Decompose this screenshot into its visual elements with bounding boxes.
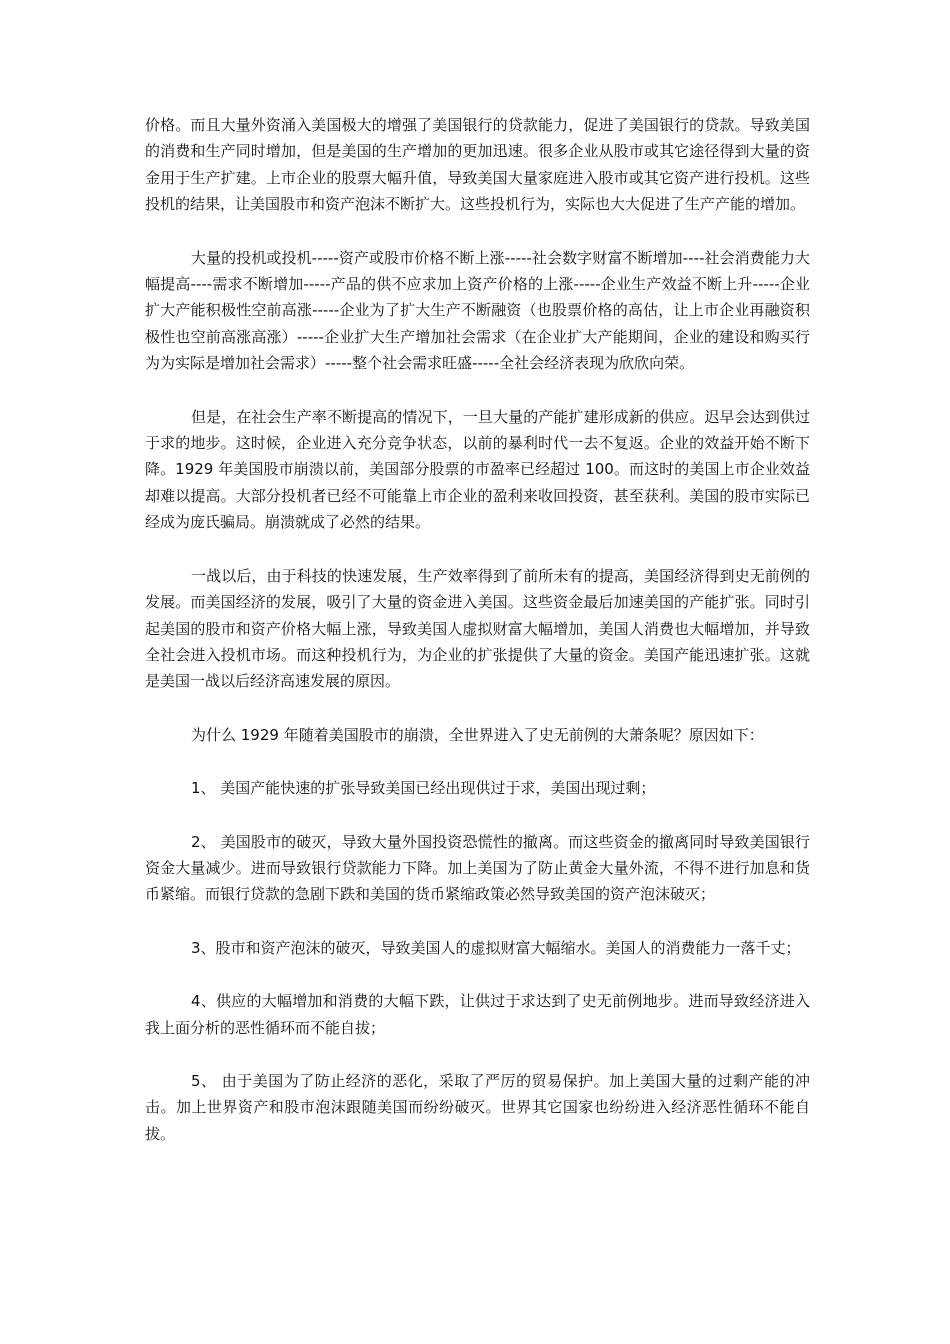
paragraph-speculation-chain: 大量的投机或投机-----资产或股市价格不断上涨-----社会数字财富不断增加----社会消费能力大幅提高----需求不断增加-----产品的供不应求加上资产价格的上涨-----企业生产效益不断上升-----企业扩大产能积极性空前高涨-----企业为了扩大生产不断融资（也股票价格的高估，让上市企业再融资积极性也空前高涨高涨）-----企业扩大生产增加社会需求（在企业扩大产能期间，企业的建设和购买行为为实际是增加社会需求）-----整个社会需求旺盛-----全社会经济表现为欣欣向荣。 [145,248,810,373]
list-item-3: 3、股市和资产泡沫的破灭，导致美国人的虚拟财富大幅缩水。美国人的消费能力一落千丈； [191,938,801,957]
paragraph-postwar-growth: 一战以后，由于科技的快速发展，生产效率得到了前所未有的提高，美国经济得到史无前例的发展。而美国经济的发展，吸引了大量的资金进入美国。这些资金最后加速美国的产能扩张。同时引起美国的股市和资产价格大幅上涨，导致美国人虚拟财富大幅增加，美国人消费也大幅增加，并导致全社会进入投机市场。而这种投机行为，为企业的扩张提供了大量的资金。美国产能迅速扩张。这就是美国一战以后经济高速发展的原因。 [145,566,810,691]
document-page [145,112,810,1174]
list-item-1: 1、 美国产能快速的扩张导致美国已经出现供过于求，美国出现过剩； [191,779,656,798]
paragraph-depression-question: 为什么 1929 年随着美国股市的崩溃，全世界进入了史无前例的大萧条呢？原因如下： [191,725,764,744]
list-item-4: 4、供应的大幅增加和消费的大幅下跌，让供过于求达到了史无前例地步。进而导致经济进入我上面分析的恶性循环而不能自拔； [145,992,810,1037]
paragraph-oversupply-crash: 但是，在社会生产率不断提高的情况下，一旦大量的产能扩建形成新的供应。迟早会达到供过于求的地步。这时候，企业进入充分竞争状态，以前的暴利时代一去不复返。企业的效益开始不断下降。1929 年美国股市崩溃以前，美国部分股票的市盈率已经超过 100。而这时的美国上市企业效益却难以提高。大部分投机者已经不可能靠上市企业的盈利来收回投资，甚至获利。美国的股市实际已经成为庞氏骗局。崩溃就成了必然的结果。 [145,407,810,532]
paragraph-foreign-capital: 价格。而且大量外资涌入美国极大的增强了美国银行的贷款能力，促进了美国银行的贷款。导致美国的消费和生产同时增加，但是美国的生产增加的更加迅速。很多企业从股市或其它途径得到大量的资金用于生产扩建。上市企业的股票大幅升值，导致美国大量家庭进入股市或其它资产进行投机。这些投机的结果，让美国股市和资产泡沫不断扩大。这些投机行为，实际也大大促进了生产产能的增加。 [145,116,810,214]
list-item-2: 2、 美国股市的破灭，导致大量外国投资恐慌性的撤离。而这些资金的撤离同时导致美国银行资金大量减少。进而导致银行贷款能力下降。加上美国为了防止黄金大量外流，不得不进行加息和货币紧缩。而银行贷款的急剧下跌和美国的货币紧缩政策必然导致美国的资产泡沫破灭； [145,832,810,904]
list-item-5: 5、 由于美国为了防止经济的恶化，采取了严厉的贸易保护。加上美国大量的过剩产能的冲击。加上世界资产和股市泡沫跟随美国而纷纷破灭。世界其它国家也纷纷进入经济恶性循环不能自拔。 [145,1071,810,1143]
